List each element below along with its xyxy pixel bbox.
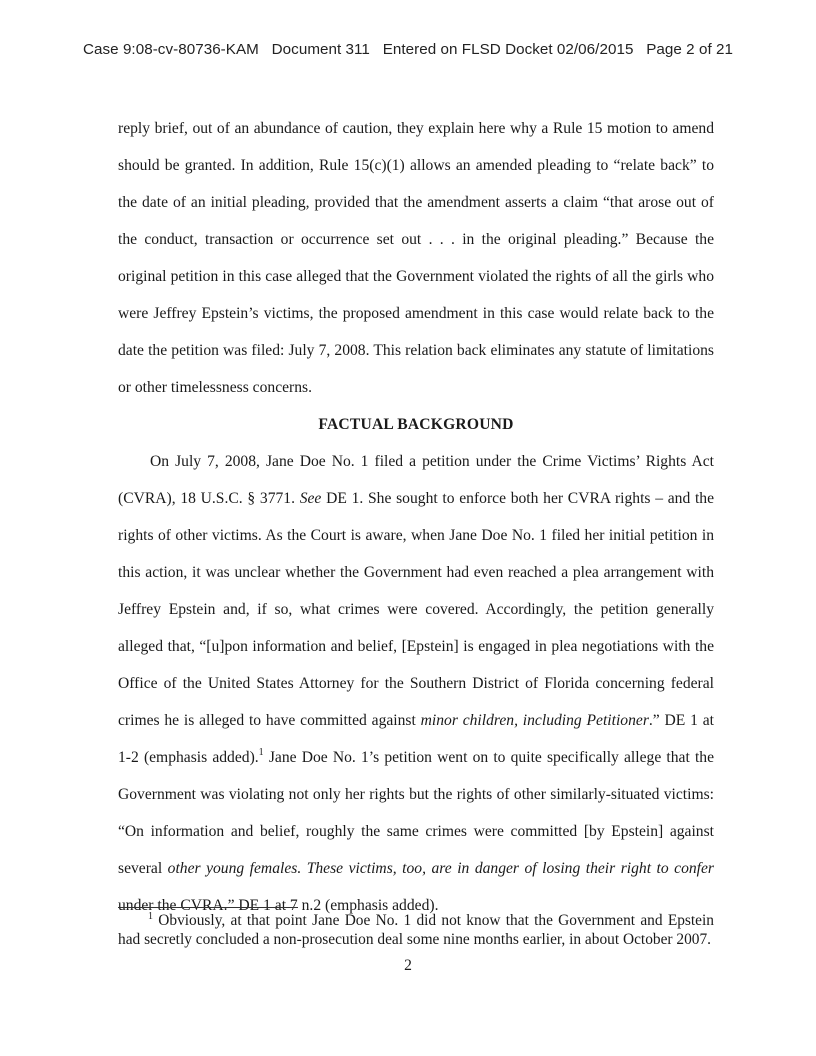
paragraph-1: reply brief, out of an abundance of caution, they explain here why a Rule 15 motion to amend should be granted. In addition, Rule 15(c)(1) allows an amended pleading to “relate back” to the date of an initial pleading, provided that the amendment asserts a claim “that arose out of the conduct, transaction or occurrence set out . . . in the original pleading.” Because the original petition in this case alleged that the Government violated the rights of all the girls who were Jeffrey Epstein’s victims, the proposed amendment in this case would relate back to the date the petition was filed: July 7, 2008. This relation back eliminates any statute of limitations or other timelessness concerns. <box>118 120 714 396</box>
page-number: 2 <box>404 957 412 974</box>
see-citation-signal: See <box>299 490 322 507</box>
paragraph-2-text-4: Jane Doe No. 1’s petition went on to quite specifically allege that the Government was violating not only her rights but the rights of other similarly-situated victims: “On information and belief, roughly the same crimes were committed [by Epstein] against several <box>118 749 714 877</box>
paragraph-2-text-1: On July 7, 2008, Jane Doe No. 1 filed a petition under the Crime Victims’ Rights Act (CVRA), 18 U.S.C. § 3771. <box>118 453 714 507</box>
footnote-text: Obviously, at that point Jane Doe No. 1 did not know that the Government and Epstein had secretly concluded a non-prosecution deal some nine months earlier, in about October 2007. <box>118 912 714 948</box>
footnote-marker: 1 <box>148 910 153 922</box>
paragraph-2 <box>118 443 714 924</box>
footnote-reference: 1 <box>258 746 264 758</box>
paragraph-2-text-5: under the CVRA.” DE 1 at 7 n.2 (emphasis added). <box>118 897 439 914</box>
paragraph-2-text-2: DE 1. She sought to enforce both her CVRA rights – and the rights of other victims. As the Court is aware, when Jane Doe No. 1 filed her initial petition in this action, it was unclear whether the Government had even reached a plea arrangement with Jeffrey Epstein and, if so, what crimes were covered. Accordingly, the petition generally alleged that, “[u]pon information and belief, [Epstein] is engaged in plea negotiations with the Office of the United States Attorney for the Southern District of Florida concerning federal crimes he is alleged to have committed against <box>118 490 715 729</box>
paragraph-2-text-3: .” DE 1 at 1-2 (emphasis added). <box>118 712 714 766</box>
footnote-divider <box>118 907 298 908</box>
court-filing-header: Case 9:08-cv-80736-KAM Document 311 Entered on FLSD Docket 02/06/2015 Page 2 of 21 <box>83 41 733 58</box>
emphasis-minor-children: minor children, including Petitioner <box>420 712 649 729</box>
footnote <box>118 911 714 949</box>
document-body <box>118 110 714 924</box>
emphasis-other-young-females: other young females. These victims, too, are in danger of losing their right to confer <box>167 860 714 877</box>
section-heading: FACTUAL BACKGROUND <box>318 416 514 433</box>
